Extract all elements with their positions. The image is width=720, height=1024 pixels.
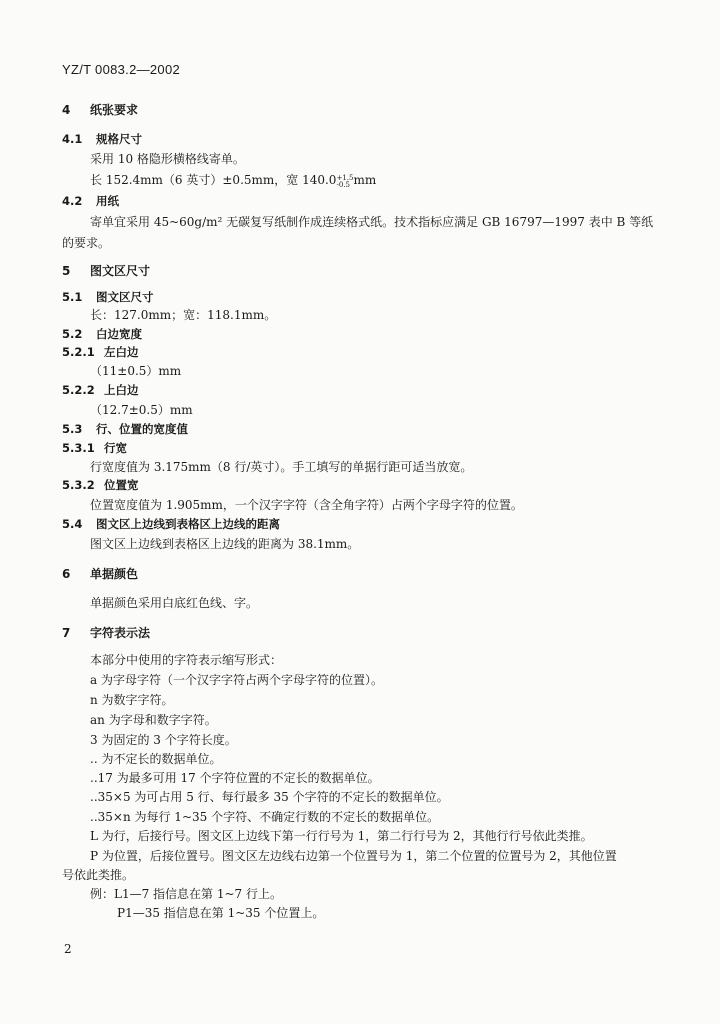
list-item: ..17 为最多可用 17 个字符位置的不定长的数据单位。 [90,771,380,785]
heading-4-1: 4.1 规格尺寸 [62,132,142,146]
tolerance: +1.5 -0.5 [336,174,354,189]
list-item: 3 为固定的 3 个字符长度。 [90,733,237,747]
paragraph: 长：127.0mm；宽：118.1mm。 [90,308,277,322]
paragraph-size: 长 152.4mm（6 英寸）±0.5mm，宽 140.0 $^{+1.5 -0.5}$ mm [90,173,377,189]
heading-5-2-2: 5.2.2 上白边 [62,383,139,397]
heading-4: 4 纸张要求 [62,103,139,117]
heading-5: 5 图文区尺寸 [62,264,151,278]
heading-5-3-2: 5.3.2 位置宽 [62,478,139,492]
list-item: n 为数字字符。 [90,693,174,707]
paragraph: 行宽度值为 3.175mm（8 行/英寸）。手工填写的单据行距可适当放宽。 [90,460,473,474]
heading-7: 7 字符表示法 [62,626,151,640]
paragraph: 位置宽度值为 1.905mm，一个汉字字符（含全角字符）占两个字母字符的位置。 [90,498,523,512]
example-item: P1—35 指信息在第 1~35 个位置上。 [117,906,325,920]
heading-5-2: 5.2 白边宽度 [62,327,142,341]
heading-5-1: 5.1 图文区尺寸 [62,290,154,304]
paragraph: 采用 10 格隐形横格线寄单。 [90,152,245,166]
paragraph: 的要求。 [62,236,111,250]
paragraph: （11±0.5）mm [90,364,182,378]
list-item: L 为行，后接行号。图文区上边线下第一行行号为 1，第二行行号为 2，其他行行号依此类推。 [90,829,593,843]
heading-6: 6 单据颜色 [62,567,139,581]
heading-5-3: 5.3 行、位置的宽度值 [62,422,188,436]
heading-5-2-1: 5.2.1 左白边 [62,345,139,359]
example-item: 例：L1—7 指信息在第 1~7 行上。 [90,887,283,901]
heading-5-3-1: 5.3.1 行宽 [62,441,127,455]
list-item: a 为字母字符（一个汉字字符占两个字母字符的位置）。 [90,673,383,687]
paragraph: 图文区上边线到表格区上边线的距离为 38.1mm。 [90,537,360,551]
list-item: ..35×5 为可占用 5 行、每行最多 35 个字符的不定长的数据单位。 [90,790,449,804]
list-item: 本部分中使用的字符表示缩写形式： [90,653,283,667]
list-item: an 为字母和数字字符。 [90,713,217,727]
list-item: 号依此类推。 [62,868,135,882]
list-item: ..35×n 为每行 1~35 个字符、不确定行数的不定长的数据单位。 [90,810,440,824]
list-item: P 为位置，后接位置号。图文区左边线右边第一个位置号为 1，第二个位置的位置号为 2，其他位置 [90,849,617,863]
paragraph: 单据颜色采用白底红色线、字。 [90,596,259,610]
heading-4-2: 4.2 用纸 [62,194,119,208]
paragraph: （12.7±0.5）mm [90,403,193,417]
paragraph: 寄单宜采用 45~60g/m² 无碳复写纸制作成连续格式纸。技术指标应满足 GB 16797—1997 表中 B 等纸 [90,215,654,229]
page-number: 2 [64,942,72,956]
standard-code: YZ/T 0083.2—2002 [62,62,181,77]
list-item: .. 为不定长的数据单位。 [90,752,222,766]
heading-5-4: 5.4 图文区上边线到表格区上边线的距离 [62,517,280,531]
